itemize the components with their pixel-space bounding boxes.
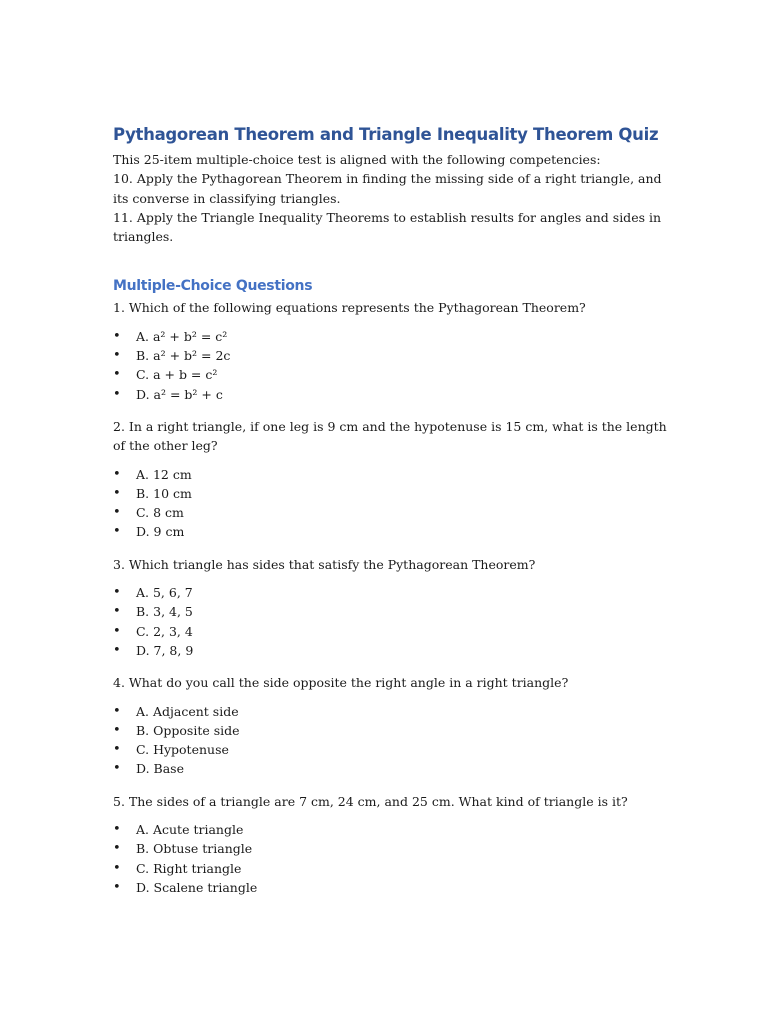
option-item xyxy=(113,465,673,484)
bullet-icon: • xyxy=(113,703,121,719)
bullet-icon: • xyxy=(113,524,121,540)
question-2 xyxy=(113,417,673,542)
options-list xyxy=(113,465,673,542)
option-item xyxy=(113,385,673,404)
question-5 xyxy=(113,792,673,897)
option-item xyxy=(113,878,673,897)
bullet-icon: • xyxy=(113,623,121,639)
option-label: D. a² = b² + c xyxy=(136,386,223,402)
bullet-icon: • xyxy=(113,328,121,344)
option-item xyxy=(113,759,673,778)
option-item xyxy=(113,583,673,602)
option-item xyxy=(113,602,673,621)
option-item xyxy=(113,820,673,839)
competency-10: 10. Apply the Pythagorean Theorem in finding the missing side of a right triangle, and its converse in classifying triangles. xyxy=(113,171,662,206)
competency-11: 11. Apply the Triangle Inequality Theorems to establish results for angles and sides in triangles. xyxy=(113,209,662,245)
bullet-icon: • xyxy=(113,485,121,501)
bullet-icon: • xyxy=(113,860,121,876)
options-list xyxy=(113,820,673,897)
option-label: C. 2, 3, 4 xyxy=(136,623,193,639)
bullet-icon: • xyxy=(113,722,121,738)
option-item xyxy=(113,641,673,660)
option-label: D. Scalene triangle xyxy=(136,879,258,895)
bullet-icon: • xyxy=(113,585,121,601)
document-page xyxy=(113,124,673,910)
option-item xyxy=(113,346,673,365)
option-label: B. 3, 4, 5 xyxy=(136,604,193,620)
option-label: A. 5, 6, 7 xyxy=(136,585,193,601)
question-3 xyxy=(113,555,673,660)
bullet-icon: • xyxy=(113,604,121,620)
option-label: C. a + b = c² xyxy=(136,367,218,383)
bullet-icon: • xyxy=(113,841,121,857)
bullet-icon: • xyxy=(113,386,121,402)
options-list xyxy=(113,702,673,779)
bullet-icon: • xyxy=(113,505,121,521)
option-label: B. Opposite side xyxy=(136,722,240,738)
bullet-icon: • xyxy=(113,642,121,658)
option-label: A. a² + b² = c² xyxy=(136,328,228,344)
option-item xyxy=(113,721,673,740)
intro-block xyxy=(113,150,673,246)
option-label: A. Adjacent side xyxy=(136,703,239,719)
bullet-icon: • xyxy=(113,348,121,364)
option-label: A. Acute triangle xyxy=(136,822,244,838)
option-item xyxy=(113,839,673,858)
bullet-icon: • xyxy=(113,822,121,838)
option-label: C. Right triangle xyxy=(136,860,242,876)
question-text: 1. Which of the following equations represents the Pythagorean Theorem? xyxy=(113,300,586,316)
option-item xyxy=(113,740,673,759)
question-text: 4. What do you call the side opposite the right angle in a right triangle? xyxy=(113,675,569,691)
option-label: C. 8 cm xyxy=(136,505,184,521)
option-item xyxy=(113,503,673,522)
question-text: 2. In a right triangle, if one leg is 9 cm and the hypotenuse is 15 cm, what is the length of the other leg? xyxy=(113,418,667,454)
option-item xyxy=(113,859,673,878)
option-item xyxy=(113,365,673,384)
section-heading: Multiple-Choice Questions xyxy=(113,278,313,295)
bullet-icon: • xyxy=(113,367,121,383)
option-item xyxy=(113,702,673,721)
question-text: 5. The sides of a triangle are 7 cm, 24 cm, and 25 cm. What kind of triangle is it? xyxy=(113,793,628,809)
option-label: A. 12 cm xyxy=(136,466,192,482)
bullet-icon: • xyxy=(113,742,121,758)
document-title: Pythagorean Theorem and Triangle Inequality Theorem Quiz xyxy=(113,125,659,144)
question-text: 3. Which triangle has sides that satisfy the Pythagorean Theorem? xyxy=(113,556,536,572)
option-label: B. Obtuse triangle xyxy=(136,841,253,857)
bullet-icon: • xyxy=(113,761,121,777)
bullet-icon: • xyxy=(113,879,121,895)
option-item xyxy=(113,622,673,641)
option-item xyxy=(113,484,673,503)
option-item xyxy=(113,327,673,346)
question-1 xyxy=(113,298,673,403)
options-list xyxy=(113,327,673,404)
option-label: D. 7, 8, 9 xyxy=(136,642,194,658)
option-label: B. a² + b² = 2c xyxy=(136,348,231,364)
option-label: D. Base xyxy=(136,761,184,777)
question-4 xyxy=(113,673,673,778)
options-list xyxy=(113,583,673,660)
option-label: C. Hypotenuse xyxy=(136,742,229,758)
intro-line: This 25-item multiple-choice test is aligned with the following competencies: xyxy=(113,152,601,167)
option-label: D. 9 cm xyxy=(136,524,185,540)
bullet-icon: • xyxy=(113,466,121,482)
option-item xyxy=(113,522,673,541)
option-label: B. 10 cm xyxy=(136,485,192,501)
